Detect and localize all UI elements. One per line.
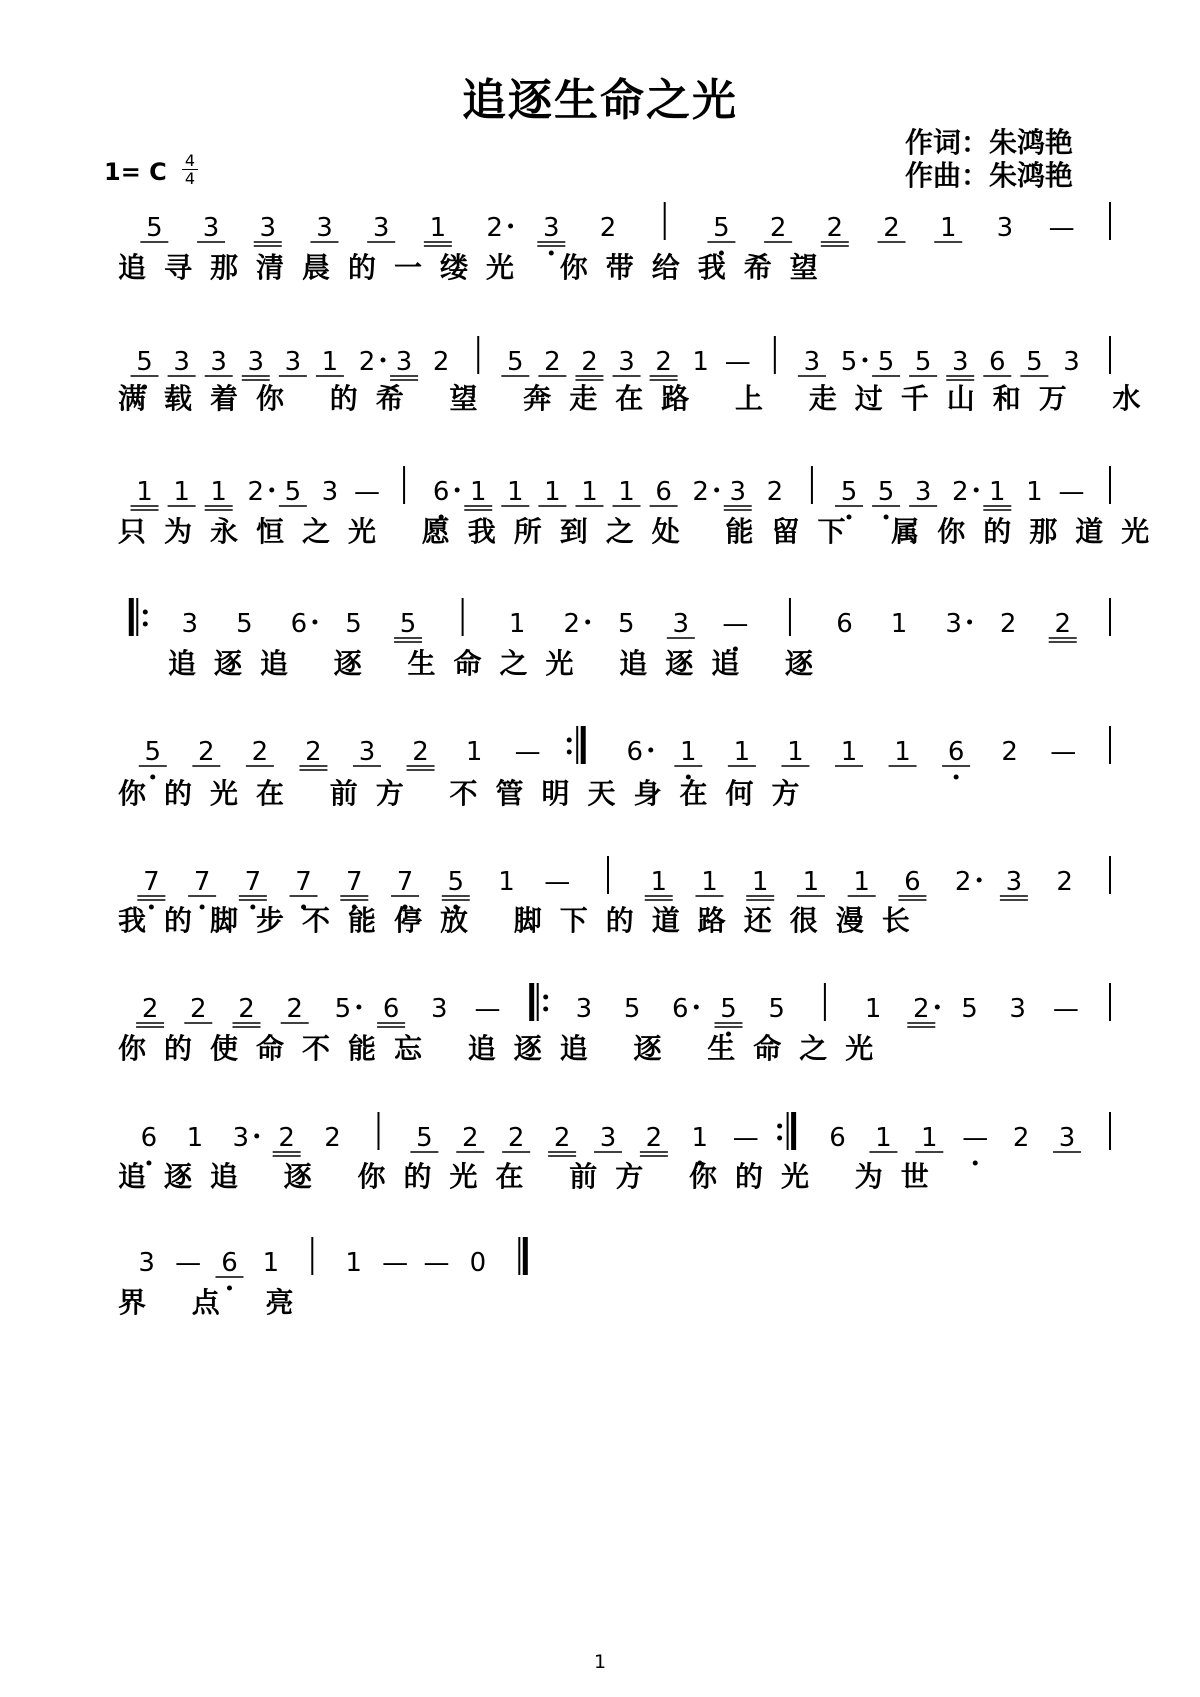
note: 2 [1056,867,1073,897]
extension-dash: — [354,477,380,507]
note: 2 [769,213,787,243]
note: 6 [290,609,308,639]
note: 1 [733,737,751,767]
note: 1 [469,477,487,507]
note: 1 [544,477,561,507]
extension-dash: — [514,737,541,767]
note: 3 [1005,867,1023,897]
note: 6 [904,867,921,897]
note: 1 [618,477,635,507]
note: 3 [321,477,339,507]
note: 2 [826,213,844,243]
note: 5 [768,994,785,1024]
note: 5 [840,347,858,377]
time-signature-bottom: 4 [184,169,196,188]
note: 7 [143,867,160,897]
lyric-line: 我的脚步不能停放 脚下的道路还很漫长 [118,904,928,937]
extension-dash: — [382,1248,409,1278]
note: 2 [507,1123,525,1153]
song-title: 追逐生命之光 [462,75,738,126]
note: 3 [358,737,376,767]
note: 6 [836,609,853,639]
note: 3 [1058,1123,1076,1153]
extension-dash: — [1048,213,1075,243]
note: 3 [395,347,413,377]
note: 1 [802,867,820,897]
lyric-line: 界 点 亮 [118,1286,312,1319]
note: 1 [465,737,483,767]
note: 3 [316,213,333,243]
note: 2 [432,347,450,377]
note: 3 [729,477,747,507]
note: 1 [989,477,1006,507]
note: 1 [581,477,598,507]
note: 1 [345,1248,362,1278]
note: 3 [173,347,190,377]
note: 2 [599,213,617,243]
extension-dash: — [732,1123,759,1153]
note: 2 [645,1123,663,1153]
note: 1 [853,867,870,897]
note: 3 [543,213,560,243]
extension-dash: — [962,1123,989,1153]
note: 2 [141,994,159,1024]
note: 6 [829,1123,846,1153]
composer-credit: 作曲：朱鸿艳 [905,159,1074,192]
note: 3 [232,1123,250,1153]
note: 7 [193,867,211,897]
note: 2 [692,477,709,507]
note: 3 [618,347,635,377]
note: 3 [599,1123,617,1153]
note: 7 [396,867,414,897]
note: 3 [284,347,302,377]
note: 1 [210,477,227,507]
note: 3 [431,994,448,1024]
note: 2 [462,1123,479,1153]
note: 1 [650,867,668,897]
note: 2 [247,477,265,507]
extension-dash: — [722,609,749,639]
note: 6 [655,477,672,507]
note: 5 [136,347,153,377]
note: 1 [701,867,718,897]
note: 0 [469,1248,487,1278]
note: 1 [787,737,804,767]
note: 1 [864,994,882,1024]
note: 1 [1026,477,1043,507]
note: 1 [875,1123,892,1153]
extension-dash: — [175,1248,202,1278]
note: 5 [877,347,895,377]
note: 7 [295,867,312,897]
extension-dash: — [474,994,501,1024]
note: 1 [136,477,153,507]
note: 2 [286,994,303,1024]
note: 6 [221,1248,238,1278]
note: 1 [894,737,911,767]
note: 5 [146,213,163,243]
note: 5 [840,477,858,507]
lyric-line: 追逐追 逐 你的光在 前方 你的光 为世 [118,1160,947,1193]
note: 1 [321,347,339,377]
lyric-line: 只为永恒之光 愿我所到之处 能留下 属你的那道光 [118,515,1168,548]
note: 3 [1063,347,1080,377]
note: 3 [202,213,220,243]
note: 1 [890,609,908,639]
note: 2 [563,609,580,639]
note: 2 [486,213,503,243]
extension-dash: — [1050,737,1077,767]
note: 1 [262,1248,280,1278]
note: 2 [883,213,900,243]
note: 1 [507,477,524,507]
note: 7 [346,867,363,897]
note: 3 [945,609,962,639]
note: 2 [553,1123,571,1153]
extension-dash: — [724,347,751,377]
note: 5 [914,347,932,377]
note: 1 [692,347,709,377]
note: 2 [581,347,598,377]
note: 2 [1001,737,1018,767]
note: 6 [432,477,450,507]
note: 6 [989,347,1006,377]
note: 2 [190,994,207,1024]
note: 3 [803,347,821,377]
note: 2 [251,737,269,767]
note: 5 [447,867,465,897]
note: 5 [345,609,362,639]
note: 1 [498,867,515,897]
lyric-line: 满载着你 的希 望 奔走在路 上 走过千山和万 水 [118,382,1159,415]
note: 1 [939,213,957,243]
note: 6 [672,994,689,1024]
note: 5 [623,994,641,1024]
note: 3 [247,347,265,377]
note: 3 [181,609,199,639]
note: 5 [713,213,730,243]
note: 1 [921,1123,938,1153]
note: 5 [144,737,162,767]
note: 2 [412,737,429,767]
note: 2 [1054,609,1071,639]
note: 3 [1009,994,1026,1024]
note: 1 [751,867,769,897]
note: 1 [508,609,526,639]
note: 1 [173,477,190,507]
note: 2 [951,477,969,507]
note: 3 [951,347,969,377]
extension-dash: — [1052,994,1079,1024]
note: 3 [996,213,1014,243]
note: 5 [416,1123,433,1153]
extension-dash: — [423,1248,450,1278]
note: 5 [877,477,895,507]
note: 2 [766,477,784,507]
note: 1 [840,737,858,767]
note: 5 [284,477,302,507]
note: 3 [575,994,593,1024]
page-number: 1 [593,1651,607,1673]
note: 5 [618,609,635,639]
note: 5 [399,609,417,639]
note: 6 [947,737,965,767]
extension-dash: — [1058,477,1085,507]
note: 3 [138,1248,155,1278]
lyric-line: 追逐追 逐 生命之光 追逐追 逐 [168,647,831,680]
lyricist-credit: 作词：朱鸿艳 [905,126,1074,159]
note: 5 [1026,347,1043,377]
extension-dash: — [544,867,571,897]
note: 2 [913,994,930,1024]
note: 7 [244,867,262,897]
note: 3 [672,609,690,639]
lyric-line: 追寻那清晨的一缕光 你带给我希望 [118,251,836,284]
note: 2 [238,994,255,1024]
note: 5 [236,609,253,639]
note: 1 [429,213,447,243]
note: 2 [305,737,322,767]
note: 2 [1012,1123,1030,1153]
note: 3 [914,477,932,507]
key-signature: 1= C [104,158,167,186]
lyric-line: 你的光在 前方 不管明天身在何方 [118,777,818,810]
note: 6 [626,737,644,767]
note: 5 [334,994,352,1024]
note: 2 [358,347,376,377]
note: 2 [999,609,1017,639]
note: 5 [507,347,524,377]
note: 2 [278,1123,295,1153]
time-signature-top: 4 [184,151,196,170]
note: 2 [324,1123,341,1153]
note: 2 [544,347,561,377]
note: 3 [259,213,277,243]
note: 2 [954,867,972,897]
lyric-line: 你的使命不能忘 追逐追 逐 生命之光 [118,1032,892,1065]
note: 1 [680,737,697,767]
note: 5 [961,994,978,1024]
note: 1 [186,1123,204,1153]
note: 1 [691,1123,709,1153]
note: 2 [655,347,672,377]
note: 3 [372,213,390,243]
note: 5 [720,994,737,1024]
note: 6 [382,994,400,1024]
note: 2 [198,737,215,767]
note: 6 [140,1123,158,1153]
note: 3 [210,347,227,377]
